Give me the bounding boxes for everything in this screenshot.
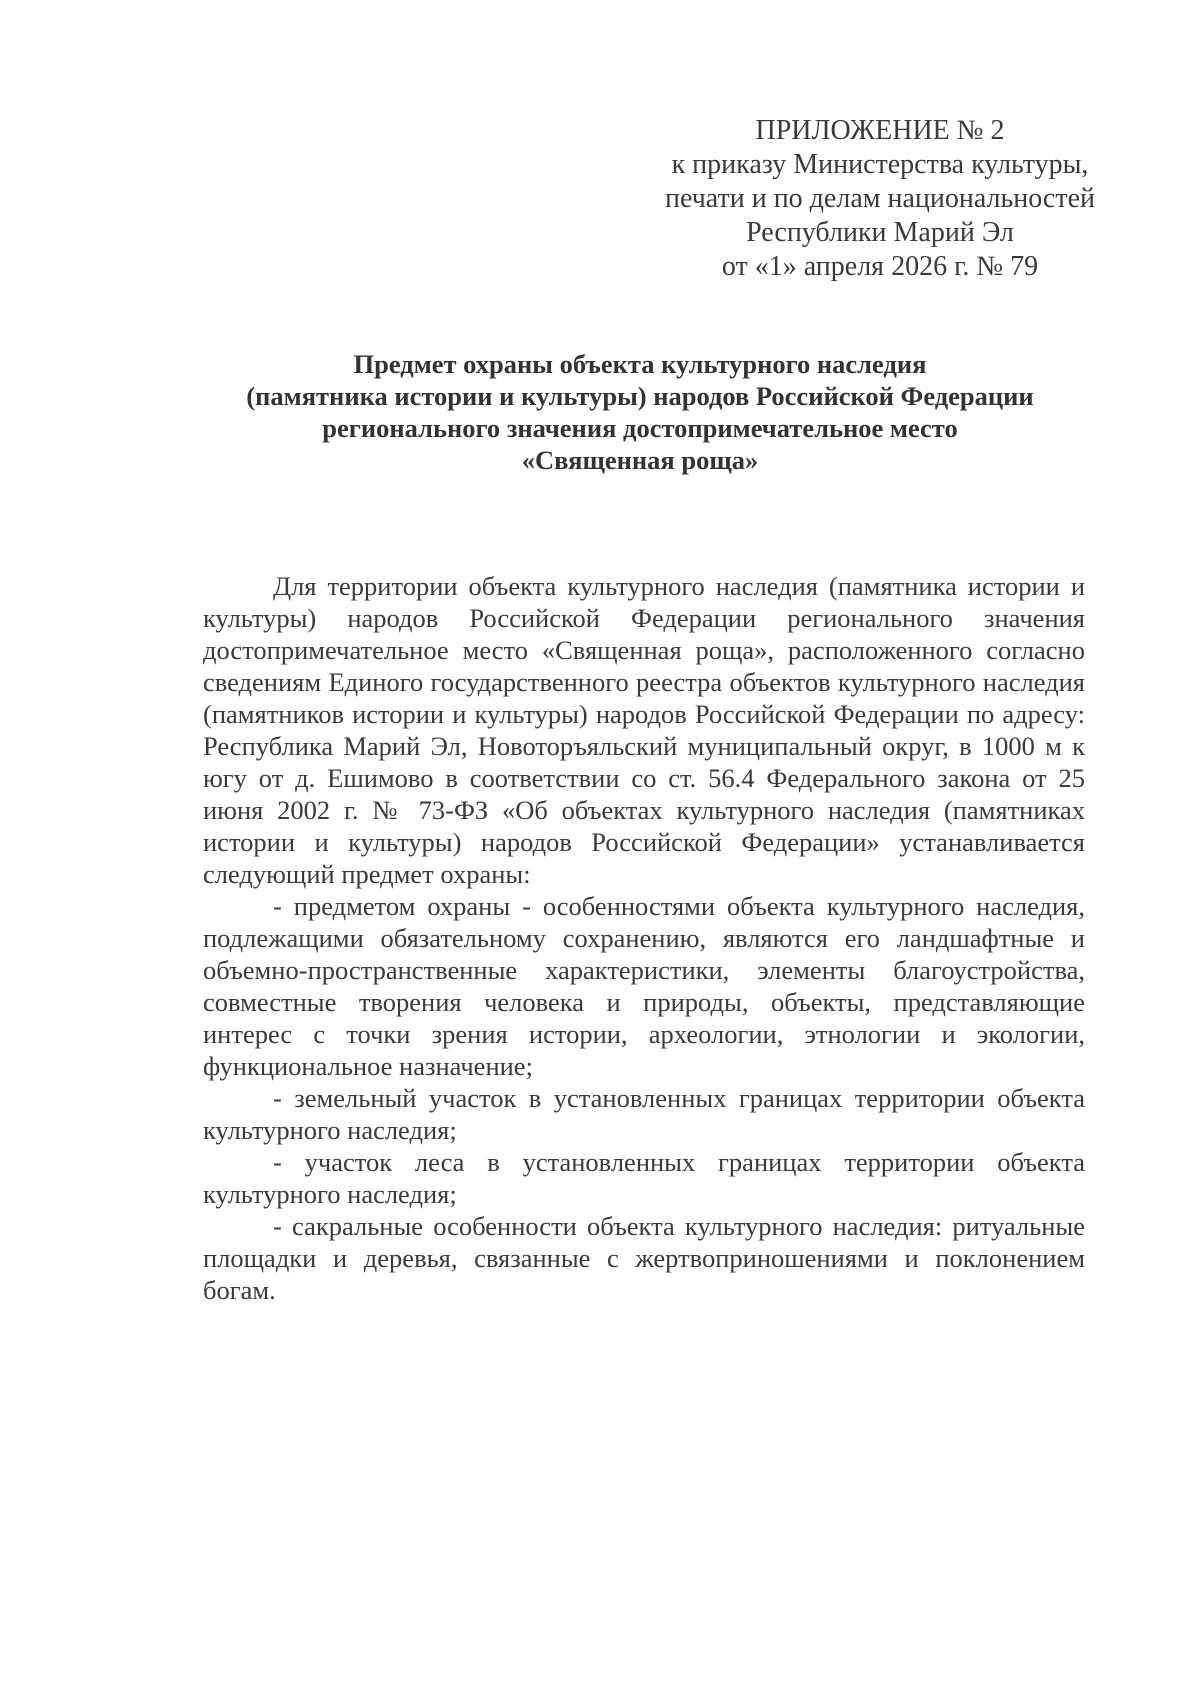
appendix-date-line: от «1» апреля 2026 г. № 79 [721, 251, 1039, 282]
title-line: Предмет охраны объекта культурного наследия [353, 349, 927, 379]
list-item: - предметом охраны - особенностями объекта культурного наследия, подлежащими обязательному сохранению, являются его ландшафтные и объемно-пространственные характеристики, элементы благоустройства, совместные творения человека и природы, объекты, представляющие интерес с точки зрения истории, археологии, этнологии и экологии, функциональное назначение; [203, 891, 1085, 1081]
title-line: регионального значения достопримечательное место [322, 413, 958, 443]
title-line: (памятника истории и культуры) народов Российской Федерации [246, 381, 1034, 411]
appendix-header [630, 114, 1130, 284]
intro-paragraph: Для территории объекта культурного наследия (памятника истории и культуры) народов Российской Федерации регионального значения достопримечательное место «Священная роща», расположенного согласно сведениям Единого государственного реестра объектов культурного наследия (памятников истории и культуры) народов Российской Федерации по адресу: Республика Марий Эл, Новоторъяльский муниципальный округ, в 1000 м к югу от д. Ешимово в соответствии со ст. 56.4 Федерального закона от 25 июня 2002 г. № 73-ФЗ «Об объектах культурного наследия (памятниках истории и культуры) народов Российской Федерации» устанавливается следующий предмет охраны: [203, 571, 1085, 889]
list-item: - сакральные особенности объекта культурного наследия: ритуальные площадки и деревья, связанные с жертвоприношениями и поклонением богам. [203, 1211, 1085, 1305]
title-line: «Священная роща» [521, 445, 759, 475]
document-title [200, 348, 1080, 476]
appendix-number: ПРИЛОЖЕНИЕ № 2 [755, 115, 1005, 146]
list-item: - участок леса в установленных границах территории объекта культурного наследия; [203, 1147, 1085, 1209]
document-body [203, 570, 1085, 1306]
appendix-order-line: к приказу Министерства культуры, [671, 149, 1089, 180]
appendix-republic-line: Республики Марий Эл [746, 217, 1014, 248]
appendix-ministry-line: печати и по делам национальностей [664, 183, 1096, 214]
list-item: - земельный участок в установленных границах территории объекта культурного наследия; [203, 1083, 1085, 1145]
